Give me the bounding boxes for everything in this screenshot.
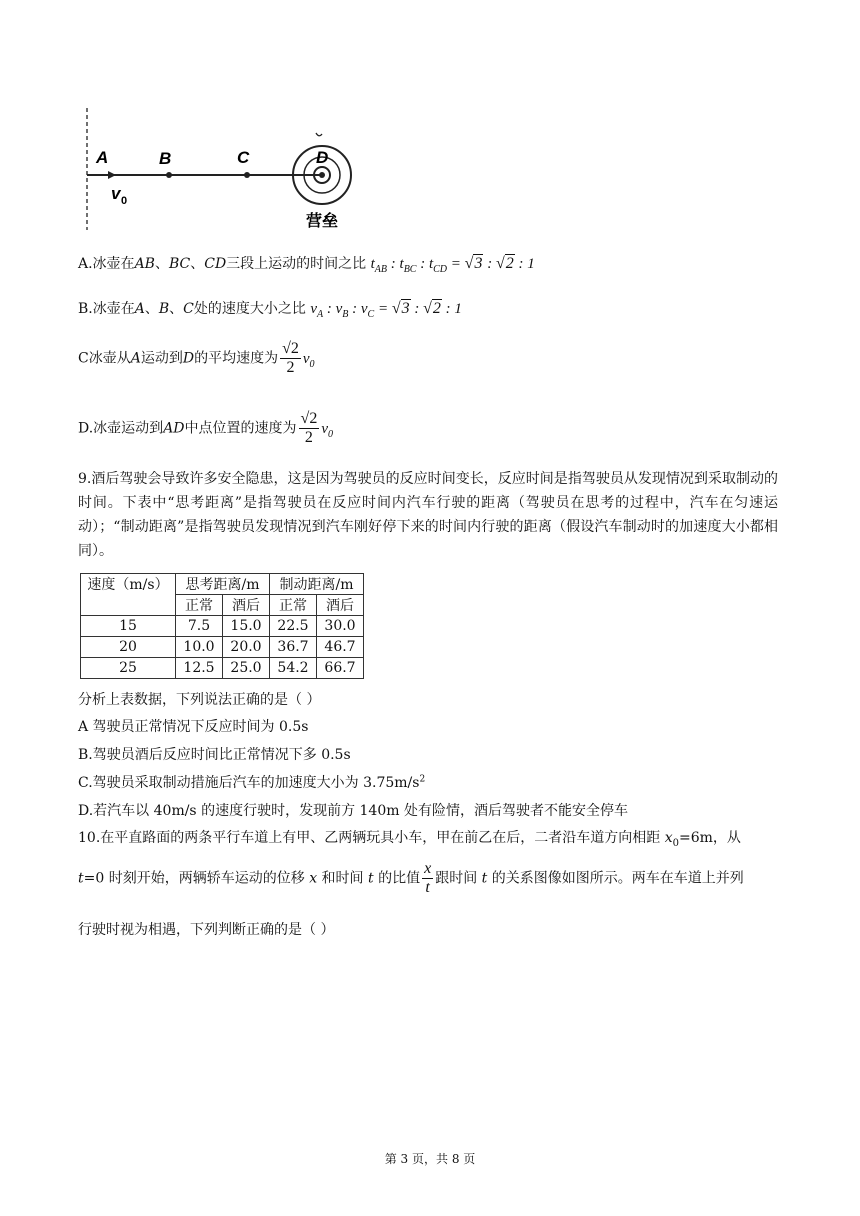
table-row: [81, 616, 364, 637]
text: D.冰壶运动到: [78, 420, 164, 437]
q9-option-d: D.若汽车以 40m/s 的速度行驶时，发现前方 140m 处有险情，酒后驾驶者不能安全停车: [78, 803, 628, 819]
text: C冰壶从: [78, 350, 131, 367]
header-think: 思考距离/m: [176, 574, 270, 595]
q8-option-a: [78, 253, 535, 275]
label-b: B: [159, 149, 172, 168]
text: 的平均速度为: [194, 350, 279, 367]
subscript: 0: [672, 837, 679, 849]
superscript: 2: [419, 774, 426, 785]
header-drunk: 酒后: [317, 595, 364, 616]
text: t: [368, 870, 374, 887]
numerator: √2: [300, 410, 318, 427]
cell: 25.0: [223, 658, 270, 679]
text: 、: [144, 301, 159, 317]
q9-option-b: B.驾驶员酒后反应时间比正常情况下多 0.5s: [78, 747, 351, 763]
text: =0 时刻开始，两辆轿车运动的位移: [83, 870, 310, 887]
text: 、: [190, 256, 205, 272]
header-normal: 正常: [176, 595, 223, 616]
text: C.驾驶员采取制动措施后汽车的加速度大小为 3.75m/s: [78, 775, 420, 791]
table-row: [81, 637, 364, 658]
q10-line1: [78, 827, 741, 849]
header-drunk: 酒后: [223, 595, 270, 616]
fraction: [280, 340, 301, 377]
curl-mark: [316, 133, 322, 136]
fraction: [422, 860, 433, 897]
numerator: x: [424, 860, 432, 877]
q8-option-b: [78, 298, 462, 320]
cell: 15.0: [223, 616, 270, 637]
cell: 22.5: [270, 616, 317, 637]
header-brake: 制动距离/m: [270, 574, 364, 595]
cell: 30.0: [317, 616, 364, 637]
q8-option-c: C冰壶从A运动到D的平均速度为 $\frac{√2}{2}$ $v_0$: [78, 340, 315, 376]
header-speed: 速度（m/s）: [81, 574, 176, 616]
text: D: [182, 350, 195, 367]
camp-center-dot: [319, 172, 325, 178]
text: =6m，从: [679, 830, 741, 846]
text: 中点位置的速度为: [184, 420, 297, 437]
header-normal: 正常: [270, 595, 317, 616]
text: A: [130, 350, 141, 367]
text: 的比值: [373, 870, 421, 887]
velocity-arrow-icon: [108, 171, 116, 179]
cell: 66.7: [317, 658, 364, 679]
label-v0: v: [111, 184, 121, 203]
cell: 46.7: [317, 637, 364, 658]
label-v0-sub: 0: [121, 195, 128, 207]
text: A: [134, 301, 145, 317]
label-c: C: [237, 148, 250, 167]
text: A.冰壶在: [78, 256, 135, 272]
cell-speed: 15: [81, 616, 176, 637]
table-header-row: [81, 574, 364, 595]
text: B.冰壶在: [78, 301, 135, 317]
text: AB: [134, 256, 155, 272]
cell: 7.5: [176, 616, 223, 637]
denominator: 2: [286, 359, 295, 376]
fraction: [299, 410, 320, 447]
text: t: [481, 870, 488, 887]
text: 10.在平直路面的两条平行车道上有甲、乙两辆玩具小车，甲在前乙在后，二者沿车道方向相距: [78, 830, 665, 846]
q9-option-c: [78, 772, 425, 792]
formula-a: $t_{AB}$ : $t_{BC}$ : $t_{CD} = √3$ : √2 : 1: [370, 255, 535, 275]
q9-question: 分析上表数据，下列说法正确的是（ ）: [78, 692, 321, 708]
q10-line3: 行驶时视为相遇，下列判断正确的是（ ）: [78, 922, 335, 938]
text: 处的速度大小之比: [193, 301, 306, 317]
text: x: [309, 870, 318, 887]
text: t: [78, 870, 84, 887]
text: 和时间: [317, 870, 368, 887]
denominator: 2: [304, 429, 313, 446]
cell: 10.0: [176, 637, 223, 658]
curling-figure: [78, 108, 378, 236]
formula-b: $v_A$ : $v_B$ : $v_C = √3$ : √2 : 1: [310, 300, 462, 320]
text: CD: [204, 256, 227, 272]
text: 、: [169, 301, 184, 317]
text: C: [183, 301, 194, 317]
text: 运动到: [140, 350, 183, 367]
page-footer: 第 3 页，共 8 页: [384, 1152, 476, 1166]
text: AD: [163, 420, 185, 437]
data-table: [80, 573, 364, 679]
curling-diagram: [78, 108, 378, 236]
cell: 20.0: [223, 637, 270, 658]
cell-speed: 20: [81, 637, 176, 658]
text: x: [664, 830, 673, 846]
cell: 12.5: [176, 658, 223, 679]
text: 的关系图像如图所示。两车在车道上并列: [487, 870, 744, 887]
cell: 36.7: [270, 637, 317, 658]
text: 三段上运动的时间之比: [226, 256, 367, 272]
cell-speed: 25: [81, 658, 176, 679]
q8-option-d: D.冰壶运动到AD中点位置的速度为 $\frac{√2}{2}$ $v_0$: [78, 410, 333, 446]
text: 跟时间: [435, 870, 482, 887]
q9-stem: 9.酒后驾驶会导致许多安全隐患，这是因为驾驶员的反应时间变长，反应时间是指驾驶员从发现情况到采取制动的时间。下表中“思考距离”是指驾驶员在反应时间内汽车行驶的距离（驾驶员在思考的过程中，汽车在匀速运动）；“制动距离”是指驾驶员发现情况到汽车刚好停下来的时间内行驶的距离（假设汽车制动时的加速度大小都相同）。: [78, 471, 778, 559]
label-d: D: [316, 148, 329, 167]
q9-option-a: A 驾驶员正常情况下反应时间为 0.5s: [78, 719, 309, 735]
q10-line2: [78, 860, 744, 897]
point-b-dot: [166, 172, 172, 178]
text: BC: [168, 256, 191, 272]
label-camp: 营垒: [306, 211, 339, 230]
text: B: [158, 301, 170, 317]
cell: 54.2: [270, 658, 317, 679]
table-row: [81, 658, 364, 679]
text: 、: [154, 256, 169, 272]
label-a: A: [96, 148, 109, 167]
numerator: √2: [282, 340, 299, 357]
point-c-dot: [244, 172, 250, 178]
denominator: t: [425, 879, 430, 896]
